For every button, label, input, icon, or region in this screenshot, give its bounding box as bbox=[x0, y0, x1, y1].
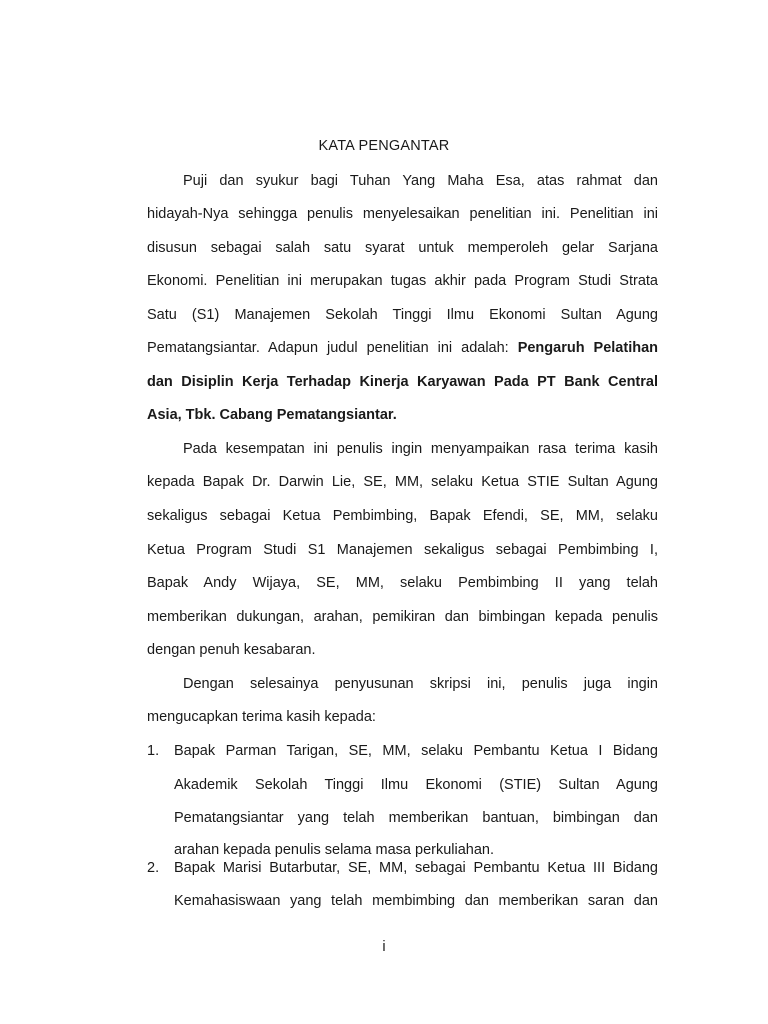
list-item-2-number: 2. bbox=[147, 860, 160, 876]
list-item-1-line-3: Pematangsiantar yang telah memberikan bantuan, bimbingan dan bbox=[174, 810, 658, 826]
paragraph-2-line-5: Bapak Andy Wijaya, SE, MM, selaku Pembimbing II yang telah bbox=[147, 575, 658, 591]
paragraph-1-line-4: Ekonomi. Penelitian ini merupakan tugas akhir pada Program Studi Strata bbox=[147, 273, 658, 289]
list-item-1-line-4: arahan kepada penulis selama masa perkuliahan. bbox=[174, 842, 495, 858]
research-title-start: Pengaruh Pelatihan bbox=[517, 340, 658, 356]
paragraph-2-line-3: sekaligus sebagai Ketua Pembimbing, Bapak Efendi, SE, MM, selaku bbox=[147, 508, 658, 524]
page-number: i bbox=[382, 939, 386, 955]
list-item-1-line-2: Akademik Sekolah Tinggi Ilmu Ekonomi (STIE) Sultan Agung bbox=[174, 777, 658, 793]
paragraph-3-line-2: mengucapkan terima kasih kepada: bbox=[147, 709, 376, 725]
page-title: KATA PENGANTAR bbox=[318, 138, 450, 154]
research-title-line-3: Asia, Tbk. Cabang Pematangsiantar. bbox=[147, 407, 397, 423]
paragraph-1-line-5: Satu (S1) Manajemen Sekolah Tinggi Ilmu Ekonomi Sultan Agung bbox=[147, 307, 658, 323]
paragraph-2-line-7: dengan penuh kesabaran. bbox=[147, 642, 316, 658]
research-title-line-2: dan Disiplin Kerja Terhadap Kinerja Karyawan Pada PT Bank Central bbox=[147, 374, 658, 390]
paragraph-3-line-1: Dengan selesainya penyusunan skripsi ini, penulis juga ingin bbox=[183, 676, 658, 692]
paragraph-2-line-4: Ketua Program Studi S1 Manajemen sekaligus sebagai Pembimbing I, bbox=[147, 542, 658, 558]
paragraph-1-line-6-text: Pematangsiantar. Adapun judul penelitian ini adalah: bbox=[147, 340, 509, 356]
paragraph-1-line-1: Puji dan syukur bagi Tuhan Yang Maha Esa, atas rahmat dan bbox=[183, 173, 658, 189]
paragraph-1-line-3: disusun sebagai salah satu syarat untuk memperoleh gelar Sarjana bbox=[147, 240, 658, 256]
paragraph-2-line-6: memberikan dukungan, arahan, pemikiran dan bimbingan kepada penulis bbox=[147, 609, 658, 625]
list-item-1-number: 1. bbox=[147, 743, 160, 759]
paragraph-2-line-1: Pada kesempatan ini penulis ingin menyampaikan rasa terima kasih bbox=[183, 441, 658, 457]
paragraph-1-line-2: hidayah-Nya sehingga penulis menyelesaikan penelitian ini. Penelitian ini bbox=[147, 206, 658, 222]
paragraph-2-line-2: kepada Bapak Dr. Darwin Lie, SE, MM, selaku Ketua STIE Sultan Agung bbox=[147, 474, 658, 490]
list-item-2-line-2: Kemahasiswaan yang telah membimbing dan memberikan saran dan bbox=[174, 893, 658, 909]
list-item-2-line-1: Bapak Marisi Butarbutar, SE, MM, sebagai Pembantu Ketua III Bidang bbox=[174, 860, 658, 876]
list-item-1-line-1: Bapak Parman Tarigan, SE, MM, selaku Pembantu Ketua I Bidang bbox=[174, 743, 658, 759]
paragraph-1-line-6 bbox=[147, 338, 658, 358]
